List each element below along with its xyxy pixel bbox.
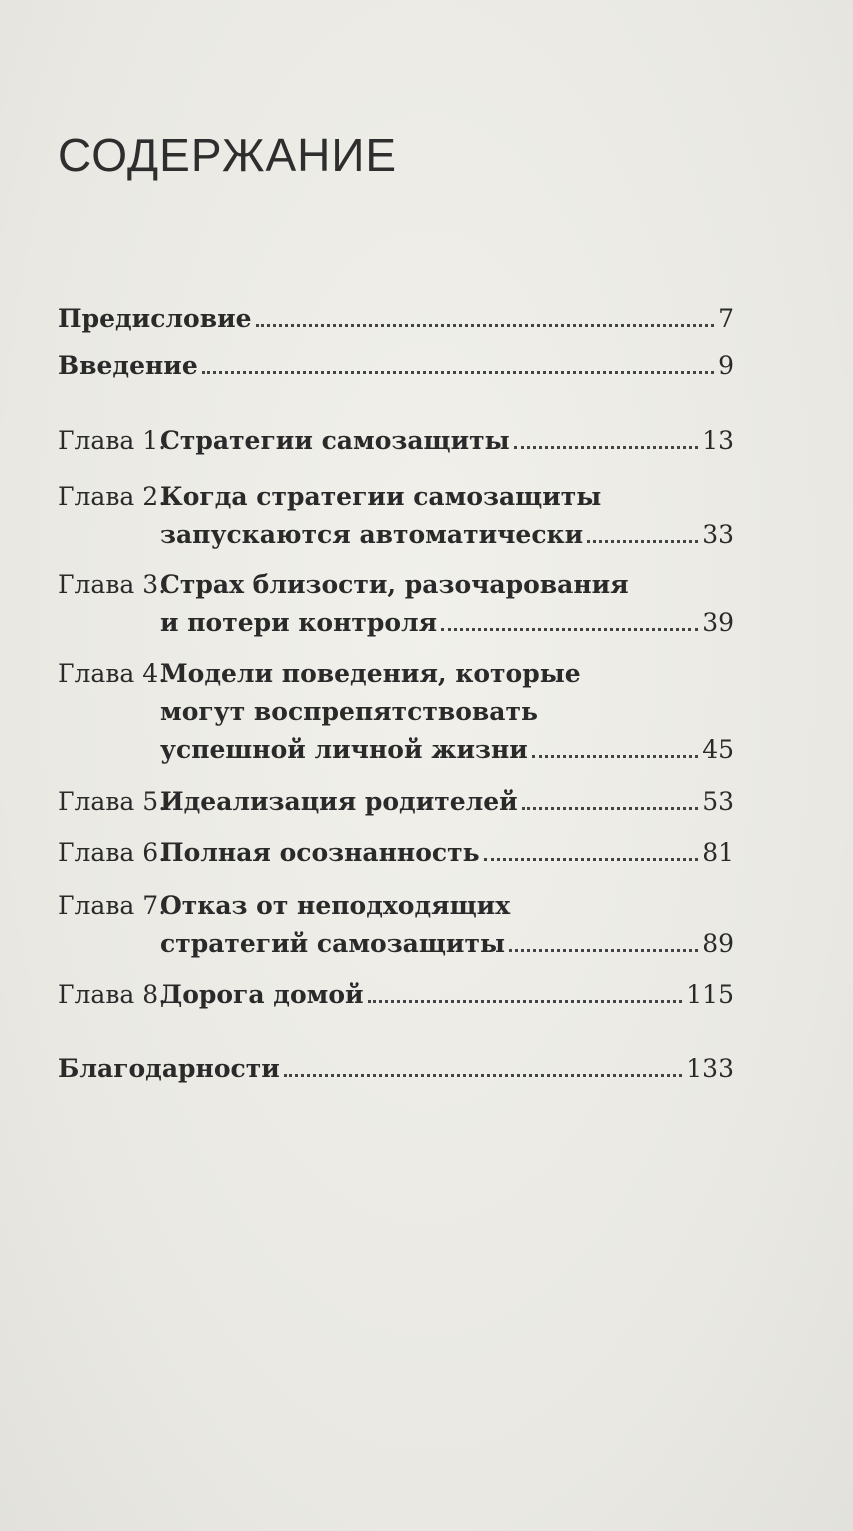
toc-entry-chapter-1 — [58, 422, 734, 460]
page-number: 115 — [686, 980, 734, 1009]
dot-leader — [514, 446, 699, 449]
toc-entry-chapter-3 — [58, 566, 734, 642]
dot-leader — [522, 807, 698, 810]
dot-leader — [284, 1074, 683, 1077]
entry-title: Благодарности — [58, 1054, 280, 1083]
entry-title: Стратегии самозащиты — [160, 426, 510, 455]
page-number: 45 — [702, 735, 734, 764]
dot-leader — [587, 540, 698, 543]
toc-entry-chapter-8 — [58, 976, 734, 1014]
dot-leader — [532, 755, 698, 758]
dot-leader — [202, 371, 714, 374]
chapter-label: Глава 6. — [58, 838, 167, 867]
entry-title: Идеализация родителей — [160, 787, 518, 816]
page-number: 53 — [702, 787, 734, 816]
toc-entry-preface — [58, 300, 734, 338]
entry-title: Введение — [58, 351, 198, 380]
entry-title-line: Модели поведения, которые — [160, 659, 581, 688]
entry-title: Предисловие — [58, 304, 252, 333]
page-number: 13 — [702, 426, 734, 455]
page-number: 133 — [686, 1054, 734, 1083]
page-number: 81 — [702, 838, 734, 867]
entry-title-line: Страх близости, разочарования — [160, 570, 629, 599]
dot-leader — [256, 324, 715, 327]
chapter-label: Глава 5. — [58, 787, 167, 816]
entry-title: Дорога домой — [160, 980, 364, 1009]
entry-title-line: Отказ от неподходящих — [160, 891, 511, 920]
page-title: СОДЕРЖАНИЕ — [58, 129, 398, 181]
toc-entry-acknowledgements — [58, 1050, 734, 1088]
dot-leader — [441, 628, 698, 631]
entry-title-line: могут воспрепятствовать — [160, 697, 538, 726]
chapter-label: Глава 8. — [58, 980, 167, 1009]
toc-entry-chapter-4 — [58, 655, 734, 769]
toc-entry-introduction — [58, 347, 734, 385]
page-number: 39 — [702, 608, 734, 637]
toc-entry-chapter-2 — [58, 478, 734, 554]
dot-leader — [509, 949, 698, 952]
chapter-label: Глава 2. — [58, 482, 167, 511]
chapter-label: Глава 4. — [58, 659, 167, 688]
dot-leader — [484, 858, 699, 861]
chapter-label: Глава 3. — [58, 570, 167, 599]
page-number: 7 — [718, 304, 734, 333]
entry-title-line: запускаются автоматически — [160, 520, 584, 549]
chapter-label: Глава 7. — [58, 891, 167, 920]
page-number: 89 — [702, 929, 734, 958]
page-number: 33 — [702, 520, 734, 549]
entry-title-line: и потери контроля — [160, 608, 438, 637]
toc-entry-chapter-6 — [58, 834, 734, 872]
chapter-label: Глава 1. — [58, 426, 167, 455]
entry-title-line: Когда стратегии самозащиты — [160, 482, 602, 511]
entry-title-line: стратегий самозащиты — [160, 929, 506, 958]
toc-entry-chapter-7 — [58, 887, 734, 963]
toc-entry-chapter-5 — [58, 783, 734, 821]
page-number: 9 — [718, 351, 734, 380]
entry-title-line: успешной личной жизни — [160, 735, 528, 764]
entry-title: Полная осознанность — [160, 838, 480, 867]
dot-leader — [368, 1000, 683, 1003]
